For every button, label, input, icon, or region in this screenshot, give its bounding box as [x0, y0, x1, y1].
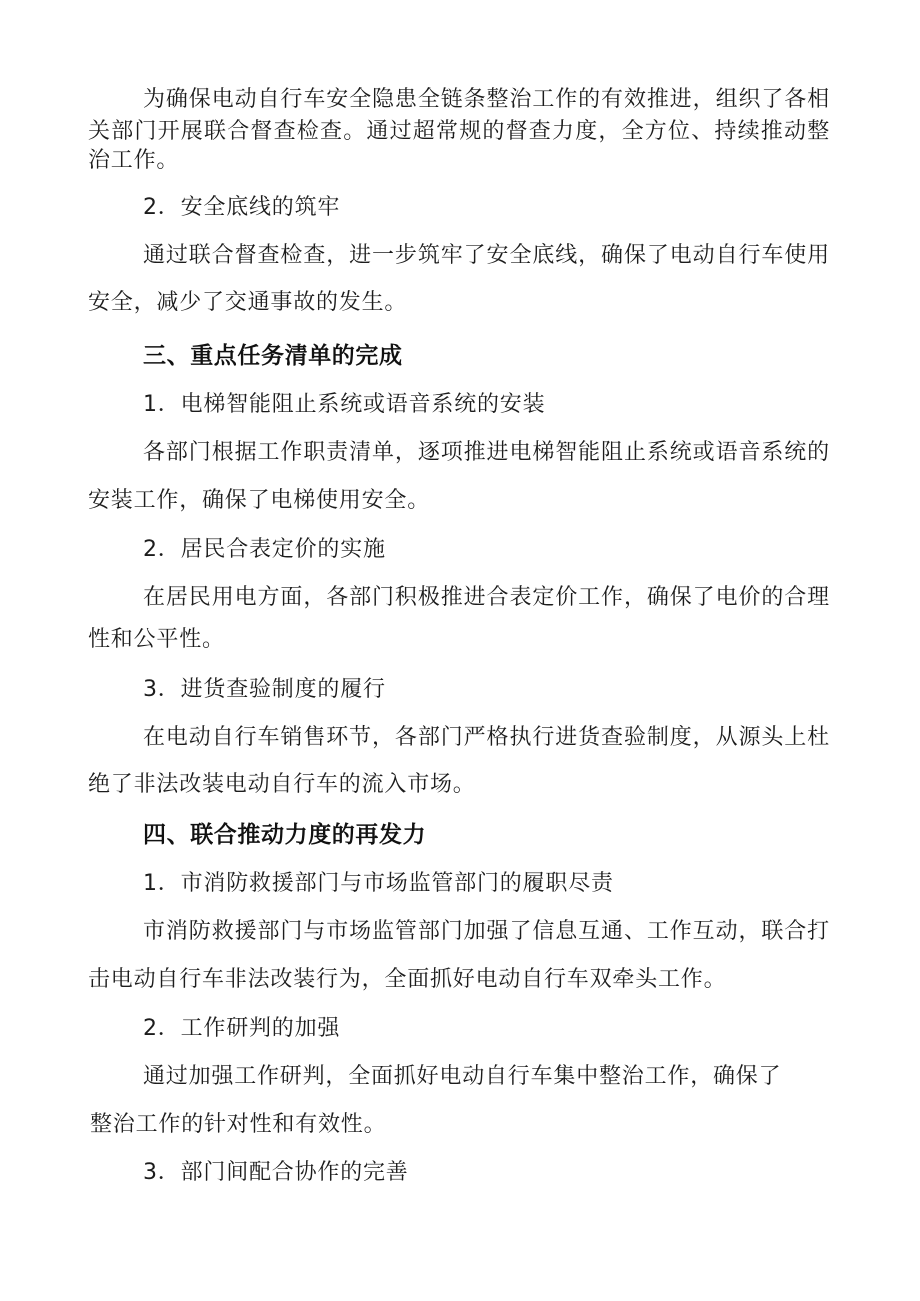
- paragraph-line: 绝了非法改装电动自行车的流入市场。: [88, 772, 476, 797]
- paragraph-line: 性和公平性。: [88, 627, 225, 652]
- item-title: 2．安全底线的筑牢: [143, 195, 341, 220]
- paragraph-line: 在电动自行车销售环节，各部门严格执行进货查验制度，从源头上杜: [143, 725, 830, 750]
- paragraph-line: 通过加强工作研判，全面抓好电动自行车集中整治工作，确保了: [143, 1064, 782, 1089]
- item-title: 2．工作研判的加强: [143, 1016, 341, 1041]
- paragraph-line: 安装工作，确保了电梯使用安全。: [88, 488, 431, 513]
- paragraph-line: 各部门根据工作职责清单，逐项推进电梯智能阻止系统或语音系统的: [143, 440, 830, 465]
- paragraph-line: 市消防救援部门与市场监管部门加强了信息互通、工作互动，联合打: [143, 919, 830, 944]
- item-title: 3．进货查验制度的履行: [143, 677, 386, 702]
- item-title: 2．居民合表定价的实施: [143, 537, 386, 562]
- paragraph-line: 整治工作的针对性和有效性。: [90, 1112, 387, 1137]
- section-heading: 四、联合推动力度的再发力: [143, 822, 427, 848]
- paragraph-line: 通过联合督查检查，进一步筑牢了安全底线，确保了电动自行车使用: [143, 243, 830, 268]
- paragraph-line: 为确保电动自行车安全隐患全链条整治工作的有效推进，组织了各相: [143, 87, 830, 112]
- paragraph-line: 安全，减少了交通事故的发生。: [88, 290, 408, 315]
- item-title: 3．部门间配合协作的完善: [143, 1160, 409, 1185]
- paragraph-line: 治工作。: [88, 148, 180, 173]
- item-title: 1．市消防救援部门与市场监管部门的履职尽责: [143, 871, 614, 896]
- paragraph-line: 击电动自行车非法改装行为，全面抓好电动自行车双牵头工作。: [88, 967, 727, 992]
- paragraph-line: 在居民用电方面，各部门积极推进合表定价工作，确保了电价的合理: [143, 585, 830, 610]
- paragraph-line: 关部门开展联合督查检查。通过超常规的督查力度，全方位、持续推动整: [88, 119, 830, 144]
- item-title: 1．电梯智能阻止系统或语音系统的安装: [143, 392, 546, 417]
- section-heading: 三、重点任务清单的完成: [143, 343, 403, 369]
